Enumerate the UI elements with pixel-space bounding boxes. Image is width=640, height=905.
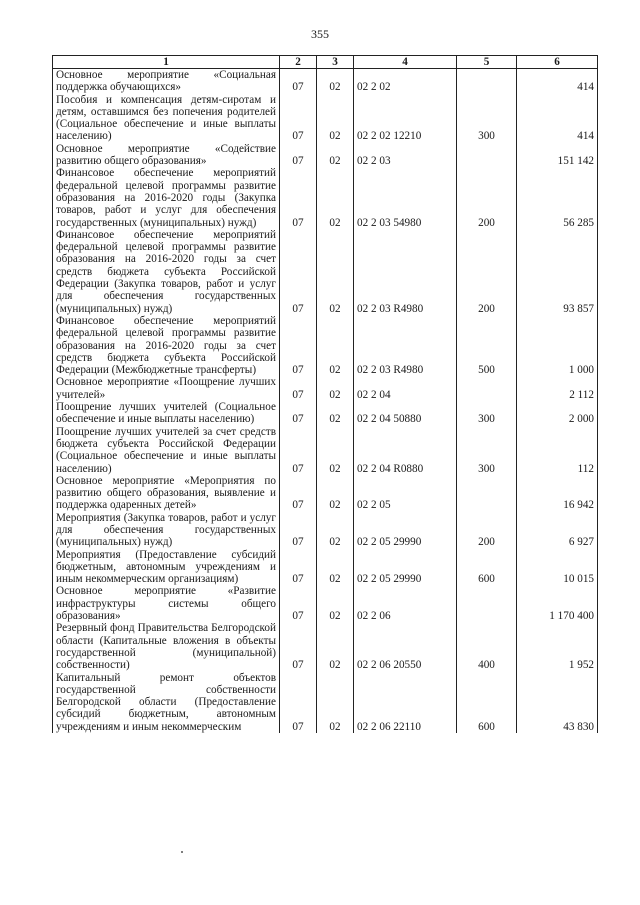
table-row xyxy=(53,585,598,622)
header-row xyxy=(53,56,598,69)
amount-cell: 414 xyxy=(517,94,598,143)
target-article-cell: 02 2 03 54980 xyxy=(354,167,457,228)
row-name-cell: Финансовое обеспечение мероприятий федеральной целевой программы развитие образования на 2016-2020 годы за счет средств бюджета субъекта Российской Федерации (Межбюджетные трансферты) xyxy=(53,315,280,376)
amount-cell: 151 142 xyxy=(517,143,598,168)
table-row xyxy=(53,69,598,94)
header-cell: 6 xyxy=(517,56,598,69)
amount-cell: 414 xyxy=(517,69,598,94)
expense-type-cell: 200 xyxy=(457,512,517,549)
expense-type-cell xyxy=(457,585,517,622)
table-row xyxy=(53,94,598,143)
table-row xyxy=(53,315,598,376)
table-row xyxy=(53,672,598,733)
section-code-cell: 07 xyxy=(280,376,317,401)
section-code-cell: 07 xyxy=(280,315,317,376)
subsection-code-cell: 02 xyxy=(317,585,354,622)
row-name-cell: Поощрение лучших учителей за счет средств бюджета субъекта Российской Федерации (Социальное обеспечение и иные выплаты населению) xyxy=(53,426,280,475)
target-article-cell: 02 2 04 xyxy=(354,376,457,401)
section-code-cell: 07 xyxy=(280,229,317,315)
amount-cell: 6 927 xyxy=(517,512,598,549)
row-name-cell: Поощрение лучших учителей (Социальное обеспечение и иные выплаты населению) xyxy=(53,401,280,426)
budget-table xyxy=(52,55,598,733)
subsection-code-cell: 02 xyxy=(317,167,354,228)
row-name-cell: Основное мероприятие «Социальная поддержка обучающихся» xyxy=(53,69,280,94)
row-name-cell: Финансовое обеспечение мероприятий федеральной целевой программы развитие образования на 2016-2020 годы за счет средств бюджета субъекта Российской Федерации (Закупка товаров, работ и услуг для обеспечения государственных (муниципальных) нужд) xyxy=(53,229,280,315)
target-article-cell: 02 2 05 29990 xyxy=(354,512,457,549)
table-row xyxy=(53,475,598,512)
amount-cell: 1 952 xyxy=(517,622,598,671)
section-code-cell: 07 xyxy=(280,622,317,671)
table-row xyxy=(53,549,598,586)
expense-type-cell: 600 xyxy=(457,672,517,733)
expense-type-cell: 300 xyxy=(457,94,517,143)
subsection-code-cell: 02 xyxy=(317,672,354,733)
row-name-cell: Мероприятия (Закупка товаров, работ и услуг для обеспечения государственных (муниципальных) нужд) xyxy=(53,512,280,549)
subsection-code-cell: 02 xyxy=(317,376,354,401)
expense-type-cell: 200 xyxy=(457,167,517,228)
expense-type-cell xyxy=(457,475,517,512)
amount-cell: 2 112 xyxy=(517,376,598,401)
target-article-cell: 02 2 02 xyxy=(354,69,457,94)
subsection-code-cell: 02 xyxy=(317,315,354,376)
table-row xyxy=(53,376,598,401)
row-name-cell: Основное мероприятие «Содействие развитию общего образования» xyxy=(53,143,280,168)
target-article-cell: 02 2 05 xyxy=(354,475,457,512)
scan-speck xyxy=(181,851,183,853)
subsection-code-cell: 02 xyxy=(317,401,354,426)
target-article-cell: 02 2 03 xyxy=(354,143,457,168)
expense-type-cell xyxy=(457,376,517,401)
page-number: 355 xyxy=(311,27,329,41)
expense-type-cell xyxy=(457,69,517,94)
table-row xyxy=(53,426,598,475)
section-code-cell: 07 xyxy=(280,672,317,733)
amount-cell: 93 857 xyxy=(517,229,598,315)
subsection-code-cell: 02 xyxy=(317,622,354,671)
section-code-cell: 07 xyxy=(280,143,317,168)
expense-type-cell: 600 xyxy=(457,549,517,586)
section-code-cell: 07 xyxy=(280,401,317,426)
subsection-code-cell: 02 xyxy=(317,94,354,143)
expense-type-cell: 500 xyxy=(457,315,517,376)
target-article-cell: 02 2 02 12210 xyxy=(354,94,457,143)
target-article-cell: 02 2 03 R4980 xyxy=(354,315,457,376)
subsection-code-cell: 02 xyxy=(317,69,354,94)
amount-cell: 112 xyxy=(517,426,598,475)
subsection-code-cell: 02 xyxy=(317,475,354,512)
amount-cell: 1 000 xyxy=(517,315,598,376)
row-name-cell: Резервный фонд Правительства Белгородской области (Капитальные вложения в объекты государственной (муниципальной) собственности) xyxy=(53,622,280,671)
header-cell: 5 xyxy=(457,56,517,69)
row-name-cell: Капитальный ремонт объектов государственной собственности Белгородской области (Предоставление субсидий бюджетным, автономным учреждениям и иным некоммерческим xyxy=(53,672,280,733)
amount-cell: 56 285 xyxy=(517,167,598,228)
section-code-cell: 07 xyxy=(280,94,317,143)
amount-cell: 10 015 xyxy=(517,549,598,586)
expense-type-cell: 200 xyxy=(457,229,517,315)
row-name-cell: Мероприятия (Предоставление субсидий бюджетным, автономным учреждениям и иным некоммерческим организациям) xyxy=(53,549,280,586)
table-row xyxy=(53,143,598,168)
section-code-cell: 07 xyxy=(280,549,317,586)
table-row xyxy=(53,512,598,549)
amount-cell: 43 830 xyxy=(517,672,598,733)
expense-type-cell xyxy=(457,143,517,168)
expense-type-cell: 400 xyxy=(457,622,517,671)
table-row xyxy=(53,401,598,426)
row-name-cell: Основное мероприятие «Развитие инфраструктуры системы общего образования» xyxy=(53,585,280,622)
section-code-cell: 07 xyxy=(280,585,317,622)
section-code-cell: 07 xyxy=(280,69,317,94)
header-cell: 2 xyxy=(280,56,317,69)
row-name-cell: Основное мероприятие «Мероприятия по развитию общего образования, выявление и поддержка одаренных детей» xyxy=(53,475,280,512)
section-code-cell: 07 xyxy=(280,167,317,228)
expense-type-cell: 300 xyxy=(457,426,517,475)
target-article-cell: 02 2 06 22110 xyxy=(354,672,457,733)
header-cell: 1 xyxy=(53,56,280,69)
target-article-cell: 02 2 06 xyxy=(354,585,457,622)
header-cell: 4 xyxy=(354,56,457,69)
table-body xyxy=(53,69,598,734)
amount-cell: 2 000 xyxy=(517,401,598,426)
section-code-cell: 07 xyxy=(280,475,317,512)
target-article-cell: 02 2 04 R0880 xyxy=(354,426,457,475)
target-article-cell: 02 2 03 R4980 xyxy=(354,229,457,315)
row-name-cell: Основное мероприятие «Поощрение лучших учителей» xyxy=(53,376,280,401)
header-cell: 3 xyxy=(317,56,354,69)
table-row xyxy=(53,229,598,315)
subsection-code-cell: 02 xyxy=(317,143,354,168)
subsection-code-cell: 02 xyxy=(317,549,354,586)
subsection-code-cell: 02 xyxy=(317,512,354,549)
amount-cell: 1 170 400 xyxy=(517,585,598,622)
subsection-code-cell: 02 xyxy=(317,229,354,315)
row-name-cell: Пособия и компенсация детям-сиротам и детям, оставшимся без попечения родителей (Социальное обеспечение и иные выплаты населению) xyxy=(53,94,280,143)
target-article-cell: 02 2 04 50880 xyxy=(354,401,457,426)
target-article-cell: 02 2 06 20550 xyxy=(354,622,457,671)
amount-cell: 16 942 xyxy=(517,475,598,512)
subsection-code-cell: 02 xyxy=(317,426,354,475)
expense-type-cell: 300 xyxy=(457,401,517,426)
table-row xyxy=(53,622,598,671)
section-code-cell: 07 xyxy=(280,512,317,549)
section-code-cell: 07 xyxy=(280,426,317,475)
table-row xyxy=(53,167,598,228)
row-name-cell: Финансовое обеспечение мероприятий федеральной целевой программы развитие образования на 2016-2020 годы (Закупка товаров, работ и услуг для обеспечения государственных (муниципальных) нужд) xyxy=(53,167,280,228)
target-article-cell: 02 2 05 29990 xyxy=(354,549,457,586)
